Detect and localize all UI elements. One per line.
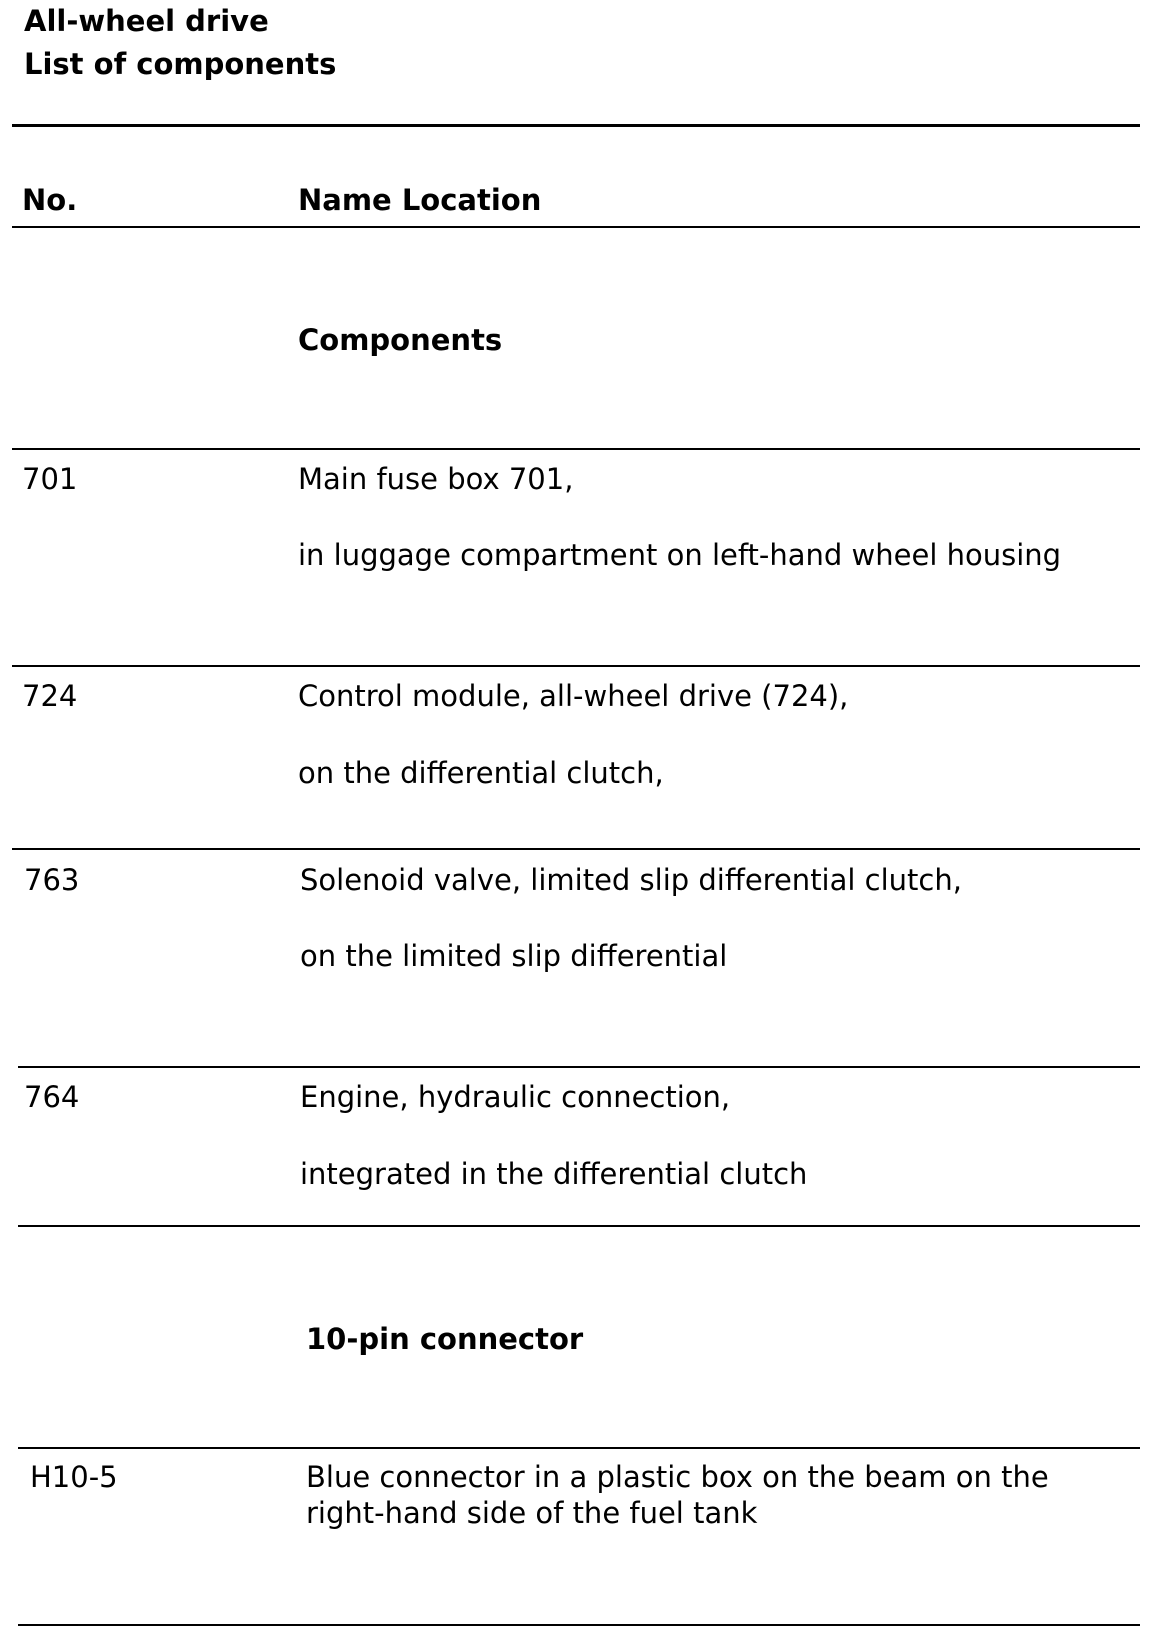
row-location: on the limited slip differential <box>300 939 728 973</box>
row-description: Blue connector in a plastic box on the beam on the right-hand side of the fuel tank <box>306 1460 1049 1530</box>
column-header-name-location: Name Location <box>298 183 542 217</box>
row-name: Engine, hydraulic connection, <box>300 1080 731 1114</box>
header-divider <box>12 226 1140 228</box>
row-divider <box>12 448 1140 450</box>
document-title: All-wheel drive <box>24 4 269 38</box>
row-location: integrated in the differential clutch <box>300 1157 808 1191</box>
row-location: on the differential clutch, <box>298 756 664 790</box>
row-number: 724 <box>22 679 78 713</box>
row-divider <box>18 1447 1140 1449</box>
row-number: 701 <box>22 462 78 496</box>
section-divider <box>18 1225 1140 1227</box>
row-number: H10-5 <box>30 1460 118 1494</box>
section-heading-components: Components <box>298 323 503 357</box>
row-location: in luggage compartment on left-hand wheel housing <box>298 538 1062 572</box>
row-name: Control module, all-wheel drive (724), <box>298 679 849 713</box>
table-bottom-divider <box>18 1624 1140 1626</box>
row-name: Main fuse box 701, <box>298 462 574 496</box>
row-name: Solenoid valve, limited slip differential clutch, <box>300 863 962 897</box>
row-number: 763 <box>24 863 80 897</box>
row-number: 764 <box>24 1080 80 1114</box>
title-divider <box>12 124 1140 127</box>
document-subtitle: List of components <box>24 47 337 81</box>
row-divider <box>12 665 1140 667</box>
row-divider <box>18 1066 1140 1068</box>
row-divider <box>12 848 1140 850</box>
section-heading-10-pin-connector: 10-pin connector <box>306 1322 584 1356</box>
column-header-no: No. <box>22 183 78 217</box>
